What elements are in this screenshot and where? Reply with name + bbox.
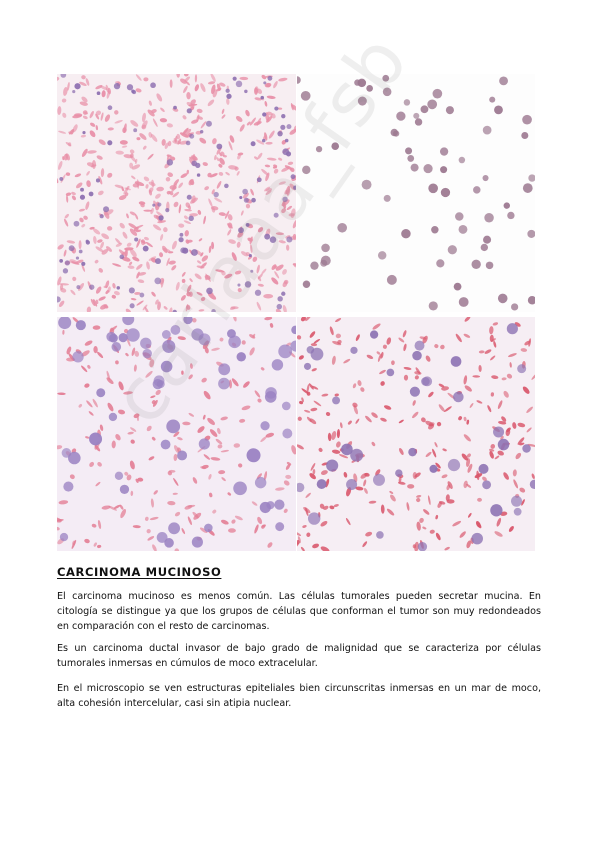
- section-title: CARCINOMA MUCINOSO: [57, 565, 222, 579]
- paragraph-3: En el microscopio se ven estructuras epiteliales bien circunscritas inmersas en un mar de moco, alta cohesión intercelular, casi sin atipia nuclear.: [57, 683, 541, 709]
- micrograph-top-right: [297, 74, 535, 312]
- micrograph-bottom-left: [57, 317, 296, 551]
- micrograph-bottom-right: [297, 317, 535, 551]
- micrograph-top-left: [57, 74, 296, 312]
- paragraph-2: Es un carcinoma ductal invasor de bajo grado de malignidad que se caracteriza por células tumorales inmersas en cúmulos de moco extracelular.: [57, 643, 541, 669]
- micrograph-grid: [57, 74, 535, 551]
- paragraph-1: El carcinoma mucinoso es menos común. Las células tumorales pueden secretar mucina. En citología se distingue ya que los grupos de células que conforman el tumor son muy redondeados en comparación con el resto de carcinomas.: [57, 591, 541, 632]
